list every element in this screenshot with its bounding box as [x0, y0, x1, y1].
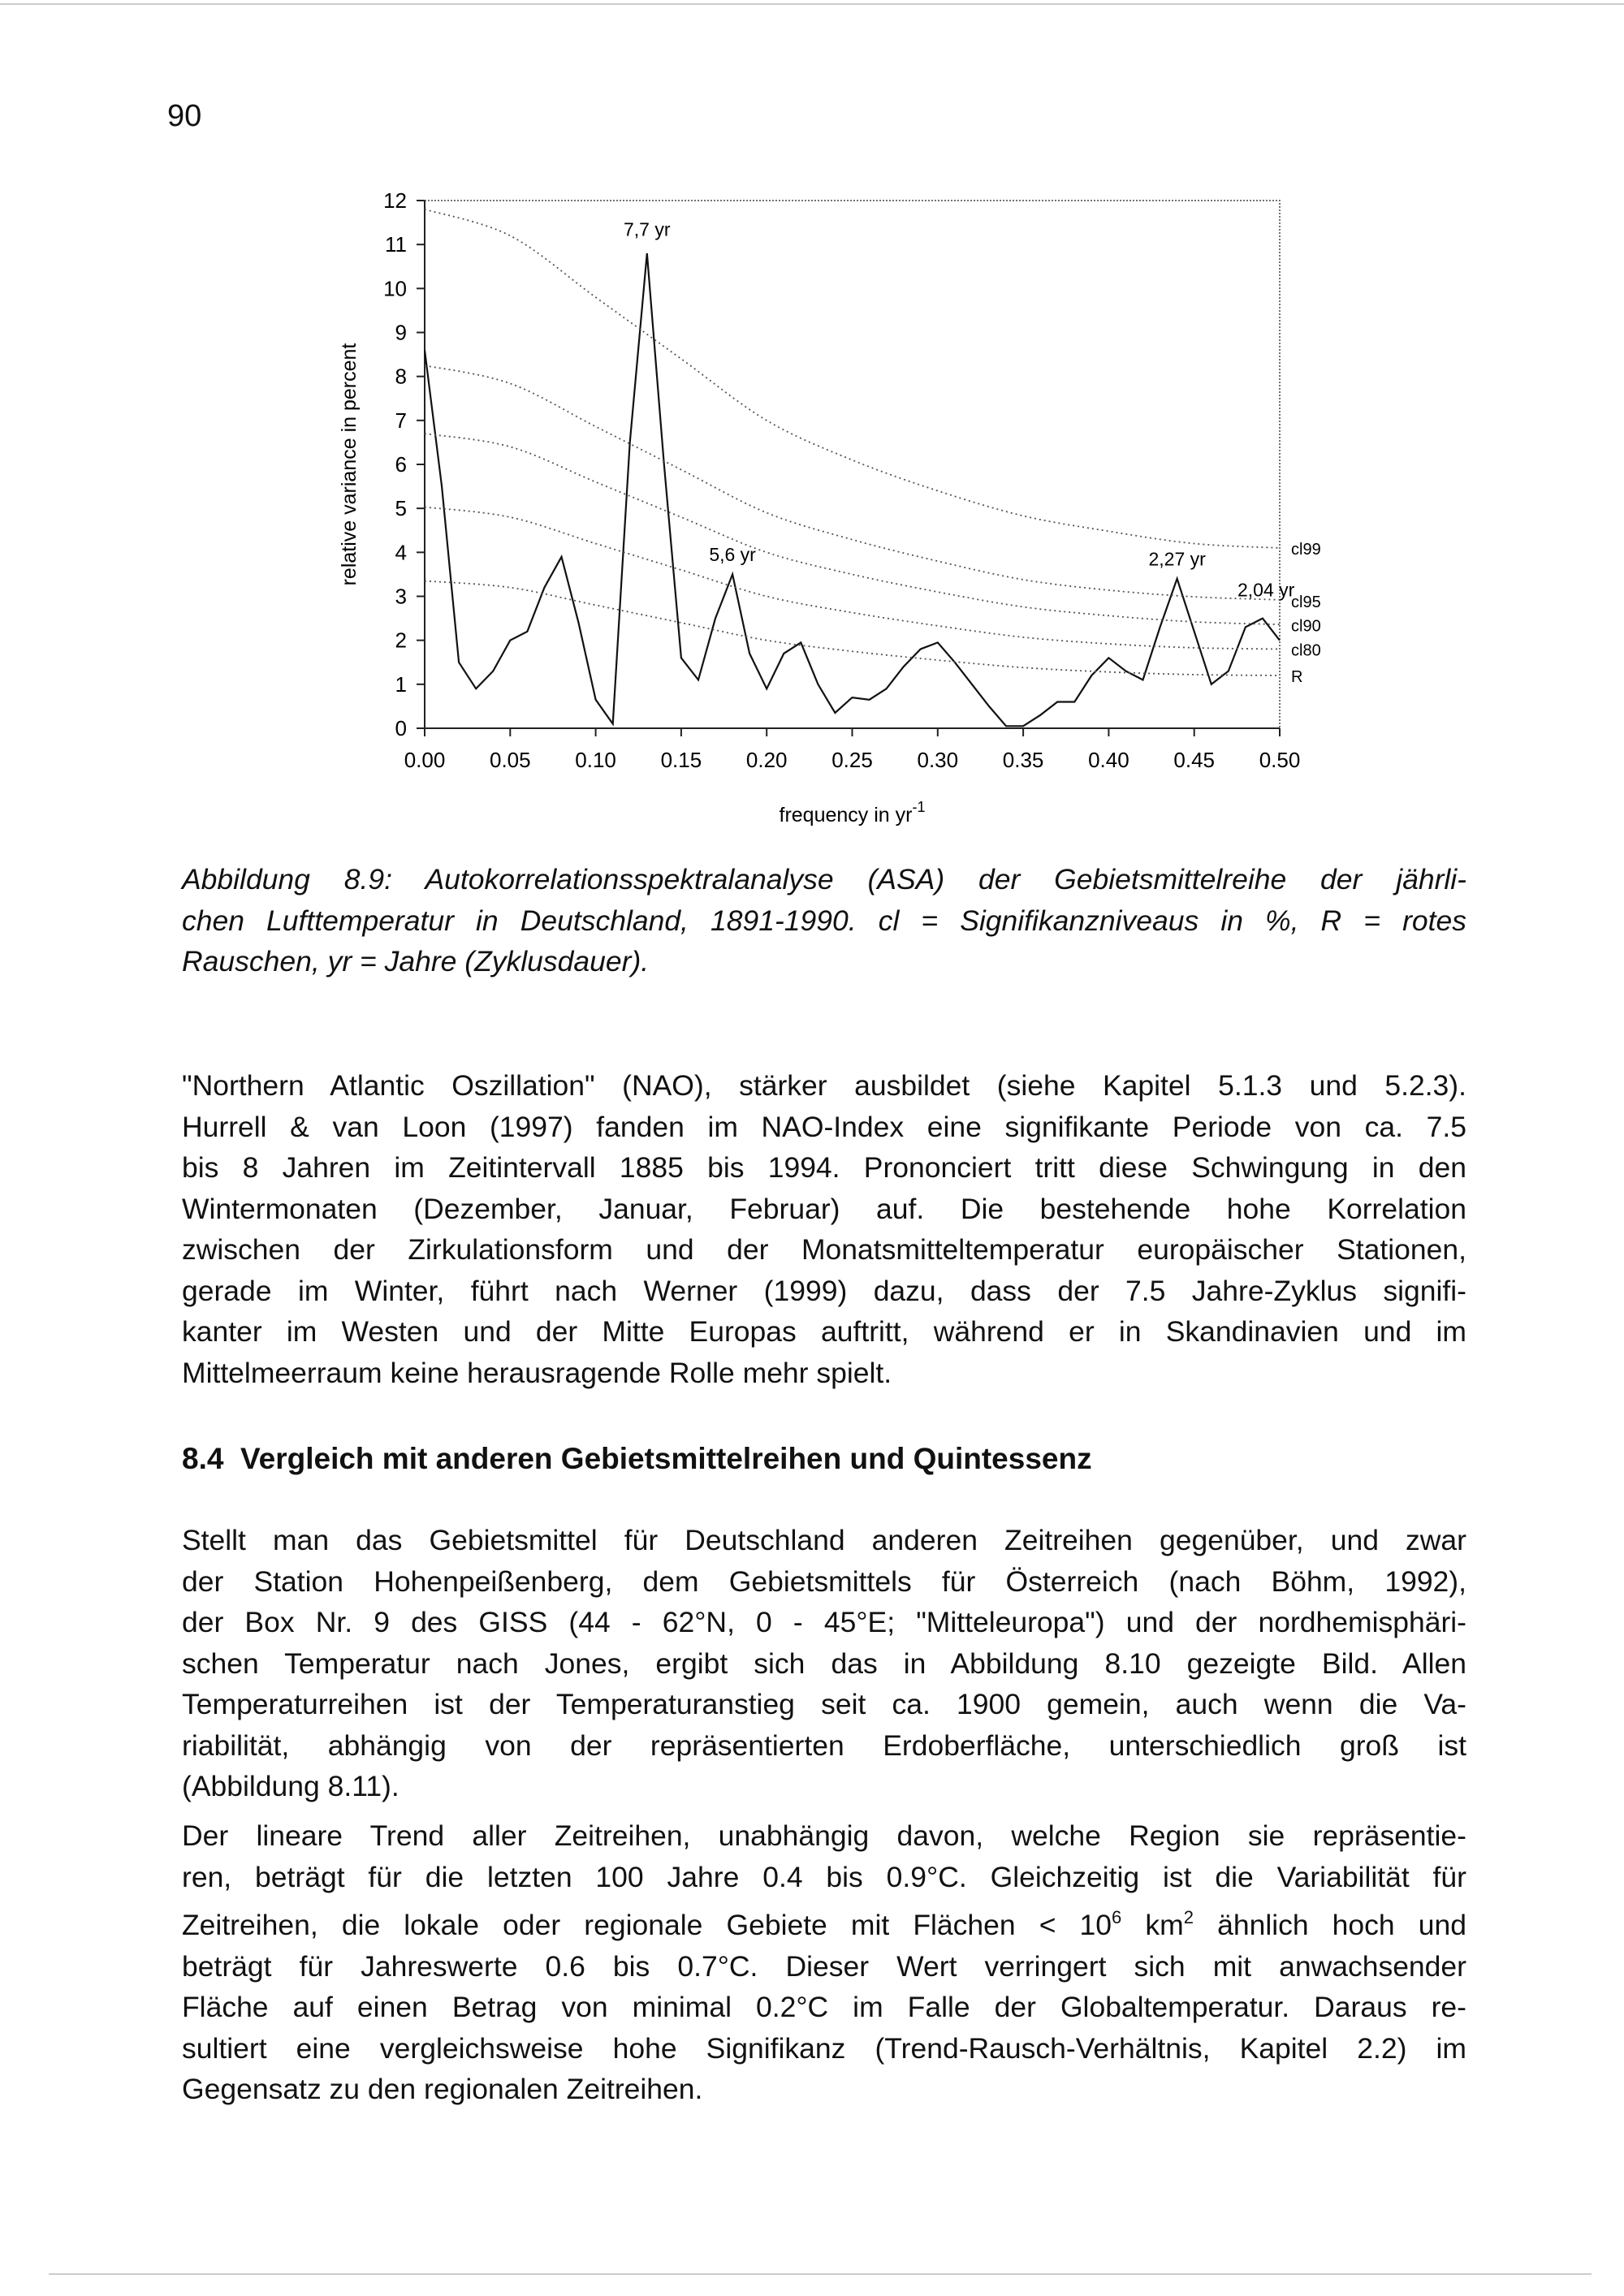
series-cl90-line [425, 434, 1280, 624]
x-tick-label: 0.35 [1002, 748, 1044, 772]
y-tick-label: 5 [395, 496, 407, 521]
y-tick-label: 6 [395, 452, 407, 477]
y-tick-label: 12 [383, 188, 407, 213]
text-line: zwischen der Zirkulationsform und der Monatsmitteltemperatur europäischer Stationen, [182, 1233, 1466, 1266]
series-spectrum-line [425, 253, 1280, 726]
x-tick-label: 0.15 [660, 748, 702, 772]
text-line: Gegensatz zu den regionalen Zeitreihen. [182, 2073, 703, 2105]
x-tick-label: 0.40 [1088, 748, 1129, 772]
text-segment: Zeitreihen, die lokale oder regionale Gebiete mit Flächen < 10 [182, 1909, 1112, 1941]
caption-line: chen Lufttemperatur in Deutschland, 1891-1990. cl = Signifikanzniveaus in %, R = rotes [182, 904, 1466, 937]
superscript: 2 [1183, 1907, 1194, 1927]
text-line: (Abbildung 8.11). [182, 1770, 400, 1802]
x-tick-label: 0.30 [917, 748, 959, 772]
text-line: der Box Nr. 9 des GISS (44 - 62°N, 0 - 45°E; "Mitteleuropa") und der nordhemisphäri- [182, 1606, 1466, 1638]
text-line: riabilität, abhängig von der repräsentierten Erdoberfläche, unterschiedlich groß ist [182, 1728, 1466, 1762]
text-line: Wintermonaten (Dezember, Januar, Februar) auf. Die bestehende hohe Korrelation [182, 1192, 1466, 1225]
text-line: Stellt man das Gebietsmittel für Deutschland anderen Zeitreihen gegenüber, und zwar [182, 1524, 1466, 1556]
series-cl99-line [425, 209, 1280, 548]
y-tick-label: 10 [383, 276, 407, 301]
y-tick-label: 11 [385, 232, 407, 257]
x-axis-label-superscript: -1 [912, 799, 926, 815]
text-line: Fläche auf einen Betrag von minimal 0.2°C im Falle der Globaltemperatur. Daraus re- [182, 1991, 1466, 2023]
y-tick-label: 0 [395, 716, 407, 740]
x-axis-label-text: frequency in yr [779, 804, 913, 826]
caption-line: Abbildung 8.9: Autokorrelationsspektralanalyse (ASA) der Gebietsmittelreihe der jährli- [182, 863, 1466, 896]
text-line: Der lineare Trend aller Zeitreihen, unabhängig davon, welche Region sie repräsentie- [182, 1819, 1466, 1852]
text-line: der Station Hohenpeißenberg, dem Gebietsmittels für Österreich (nach Böhm, 1992), [182, 1564, 1466, 1598]
y-tick-label: 3 [395, 584, 407, 609]
text-line: bis 8 Jahren im Zeitintervall 1885 bis 1994. Prononciert tritt diese Schwingung in den [182, 1151, 1466, 1184]
text-line: schen Temperatur nach Jones, ergibt sich das in Abbildung 8.10 gezeigte Bild. Allen [182, 1646, 1466, 1680]
level-label-cl95: cl95 [1291, 593, 1321, 611]
level-label-cl99: cl99 [1291, 540, 1321, 559]
text-line: Hurrell & van Loon (1997) fanden im NAO-Index eine signifikante Periode von ca. 7.5 [182, 1110, 1466, 1143]
paragraph-trend [182, 1815, 1466, 2110]
superscript: 6 [1112, 1907, 1122, 1927]
y-tick-label: 7 [395, 408, 407, 433]
text-segment: ähnlich hoch und [1193, 1909, 1466, 1941]
text-line: "Northern Atlantic Oszillation" (NAO), stärker ausbildet (siehe Kapitel 5.1.3 und 5.2.3). [182, 1069, 1466, 1102]
text-segment: km [1121, 1909, 1184, 1941]
x-tick-label: 0.20 [745, 748, 788, 772]
y-tick-label: 4 [395, 540, 407, 565]
y-tick-label: 8 [395, 364, 407, 389]
x-tick-label: 0.50 [1259, 748, 1301, 772]
x-tick-label: 0.10 [575, 748, 616, 772]
text-line: beträgt für Jahreswerte 0.6 bis 0.7°C. Dieser Wert verringert sich mit anwachsender [182, 1949, 1466, 1983]
y-tick-label: 1 [395, 671, 407, 697]
text-line-superscripts [182, 1897, 1466, 1946]
y-axis-label: relative variance in percent [338, 343, 361, 586]
paragraph-comparison [182, 1520, 1466, 1807]
section-heading: 8.4 Vergleich mit anderen Gebietsmittelreihen und Quintessenz [182, 1442, 1092, 1475]
x-tick-label: 0.45 [1173, 748, 1216, 772]
peak-label: 2,04 yr [1237, 579, 1295, 601]
x-tick-label: 0.25 [831, 748, 873, 772]
y-tick-label: 9 [395, 320, 407, 345]
text-line: ren, beträgt für die letzten 100 Jahre 0.4 bis 0.9°C. Gleichzeitig ist die Variabilität für [182, 1860, 1466, 1893]
level-label-r: R [1291, 668, 1303, 686]
y-tick-label: 2 [395, 628, 407, 653]
text-line: Temperaturreihen ist der Temperaturanstieg seit ca. 1900 gemein, auch wenn die Va- [182, 1688, 1466, 1720]
spectrum-chart [0, 0, 1624, 861]
page-number: 90 [167, 99, 202, 133]
text-line: kanter im Westen und der Mitte Europas auftritt, während er in Skandinavien und im [182, 1315, 1466, 1348]
series-cl80-line [425, 507, 1280, 650]
x-tick-label: 0.00 [404, 748, 446, 772]
text-line: gerade im Winter, führt nach Werner (1999) dazu, dass der 7.5 Jahre-Zyklus signifi- [182, 1274, 1466, 1307]
paragraph-nao [182, 1065, 1466, 1393]
text-line: sultiert eine vergleichsweise hohe Signifikanz (Trend-Rausch-Verhältnis, Kapitel 2.2) im [182, 2031, 1466, 2065]
x-tick-label: 0.05 [489, 748, 531, 772]
series-r-line [425, 581, 1280, 675]
peak-label: 2,27 yr [1148, 548, 1206, 570]
level-label-cl80: cl80 [1291, 641, 1321, 660]
figure-caption [182, 859, 1466, 982]
plot-frame [425, 201, 1280, 728]
x-axis-label [780, 799, 926, 826]
scan-edge-bottom [49, 2273, 1592, 2275]
text-line: Mittelmeerraum keine herausragende Rolle mehr spielt. [182, 1356, 892, 1389]
peak-label: 5,6 yr [709, 544, 756, 566]
level-label-cl90: cl90 [1291, 617, 1321, 636]
peak-label: 7,7 yr [624, 218, 671, 240]
caption-line: Rauschen, yr = Jahre (Zyklusdauer). [182, 945, 650, 978]
